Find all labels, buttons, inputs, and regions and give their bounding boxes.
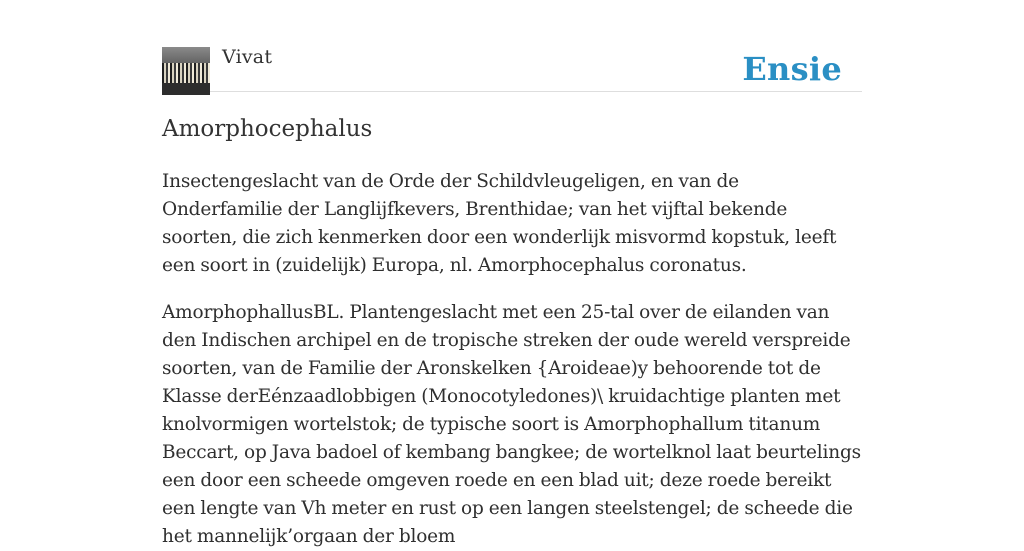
avatar-shadow (162, 83, 210, 95)
author-name[interactable]: Vivat (222, 46, 273, 68)
article-paragraph: Insectengeslacht van de Orde der Schildvleugeligen, en van de Onderfamilie der Langlijfkevers, Brenthidae; van het vijftal bekende soorten, die zich kenmerken door een wonderlijk misvormd kopstuk, leeft een soort in (zuidelijk) Europa, nl. Amorphocephalus coronatus. (162, 171, 837, 276)
page-header (162, 45, 862, 92)
article-title: Amorphocephalus (162, 116, 373, 142)
site-logo[interactable]: Ensie (742, 50, 842, 88)
article-paragraph: AmorphophallusBL. Plantengeslacht met een 25-tal over de eilanden van den Indischen archipel en de tropische streken der oude wereld verspreide soorten, van de Familie der Aronskelken {Aroideae)y behoorende tot de Klasse derEénzaadlobbigen (Monocotyledones)\ kruidachtige planten met knolvormigen wortelstok; de typische soort is Amorphophallum titanum Beccart, op Java badoel of kembang bangkee; de wortelknol laat beurtelings een door een scheede omgeven roede en een blad uit; deze roede bereikt een lengte van Vh meter en rust op een langen steelstengel; de scheede die het mannelijk’orgaan der bloem (162, 302, 861, 547)
author-avatar[interactable] (162, 47, 210, 95)
avatar-bookshelf (162, 63, 210, 83)
